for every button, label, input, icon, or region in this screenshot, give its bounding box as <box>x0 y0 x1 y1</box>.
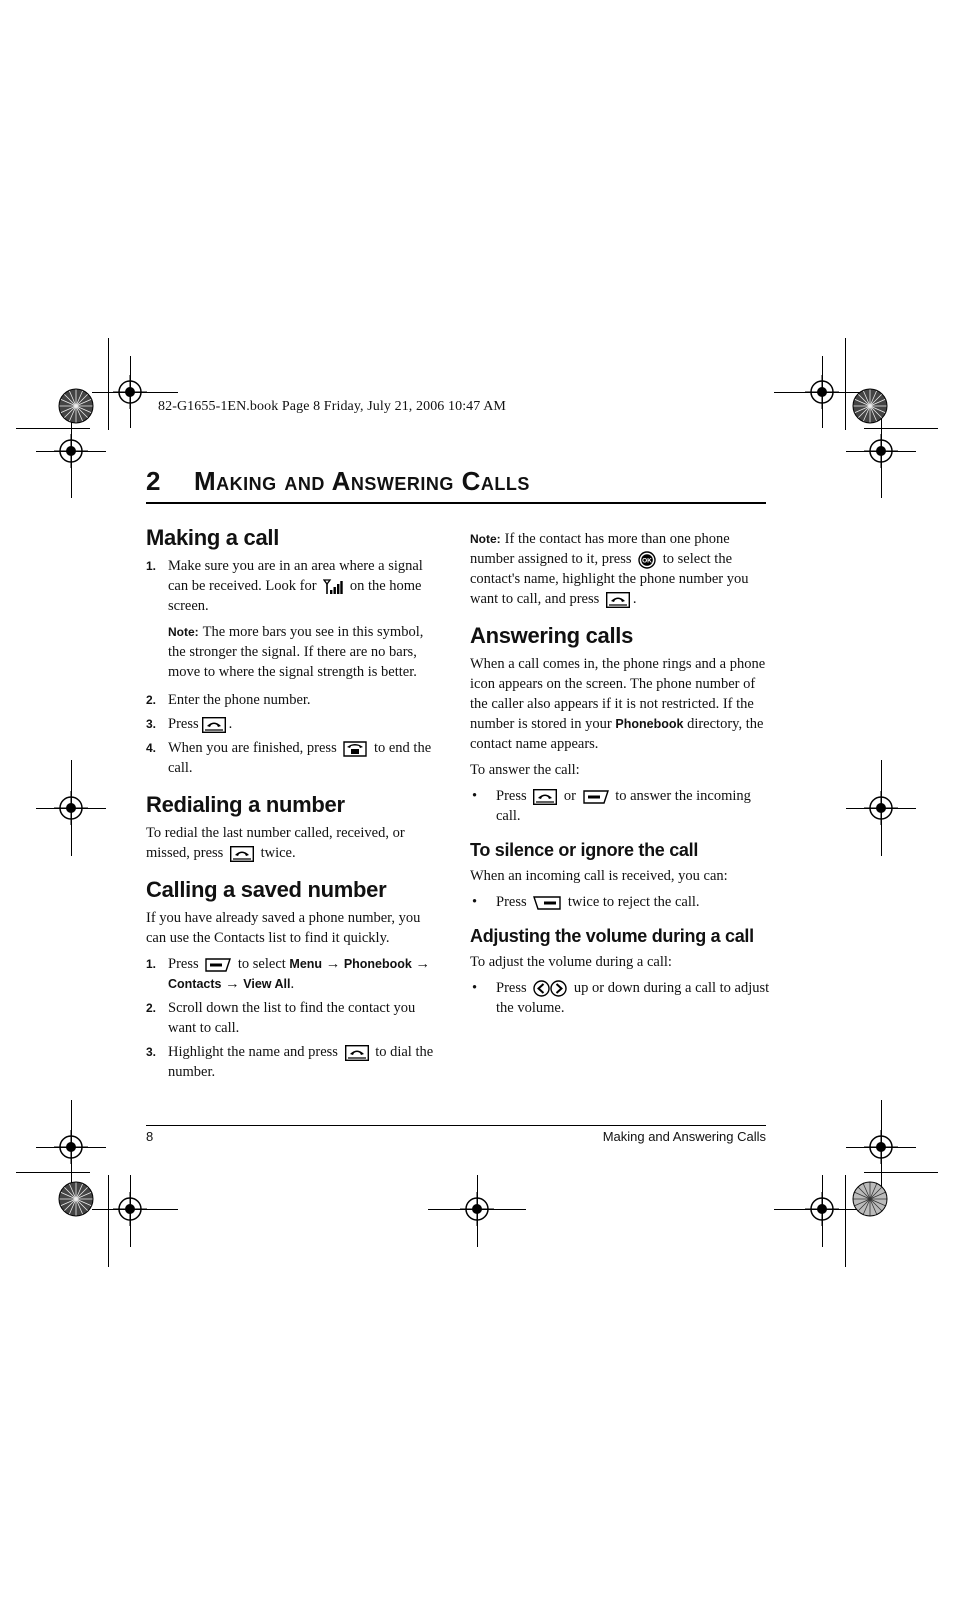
bullet-text: Press <box>496 980 527 996</box>
step-text: Press <box>168 716 199 732</box>
step-text-mid: to select <box>237 956 286 972</box>
color-rosette-icon <box>58 388 94 424</box>
section-heading-making-a-call: Making a call <box>146 525 280 550</box>
step-number: 2. <box>146 693 157 707</box>
step-number: 1. <box>146 559 157 573</box>
phonebook-label: Phonebook <box>615 717 684 731</box>
chapter-heading <box>146 466 766 497</box>
step-number: 4. <box>146 741 157 755</box>
making-step-1 <box>146 556 442 616</box>
registration-mark-icon <box>113 1192 147 1226</box>
talk-key-icon <box>345 1045 369 1061</box>
saved-step-2 <box>146 998 442 1038</box>
registration-mark-icon <box>460 1192 494 1226</box>
bullet-text: Press <box>496 788 527 804</box>
bullet-mark: • <box>472 980 478 996</box>
volume-intro: To adjust the volume during a call: <box>470 954 672 970</box>
file-header: 82-G1655-1EN.book Page 8 Friday, July 21, 2006 10:47 AM <box>158 399 506 414</box>
left-column <box>146 525 442 1086</box>
calling-saved-intro: If you have already saved a phone number, you can use the Contacts list to find it quickly. <box>146 910 421 946</box>
step-text: Highlight the name and press <box>168 1044 338 1060</box>
svg-text:OK: OK <box>642 556 652 564</box>
registration-mark-icon <box>54 434 88 468</box>
footer-rule <box>146 1125 766 1126</box>
period: . <box>290 976 295 992</box>
step-number: 3. <box>146 717 157 731</box>
registration-mark-icon <box>864 434 898 468</box>
talk-key-icon <box>230 846 254 862</box>
answering-paragraph <box>470 654 770 754</box>
note-signal <box>168 622 442 682</box>
step-text: Enter the phone number. <box>168 692 311 708</box>
making-step-4 <box>146 738 442 778</box>
redial-text: To redial the last number called, received, or missed, press <box>146 825 405 861</box>
ok-key-icon <box>638 551 656 569</box>
step-number: 2. <box>146 1001 157 1015</box>
volume-bullet <box>470 978 770 1018</box>
step-text-tail: to end the call. <box>168 740 432 776</box>
arrow: → <box>325 956 341 972</box>
registration-mark-icon <box>864 1130 898 1164</box>
end-key-icon <box>343 741 367 757</box>
chapter-title: Making and Answering Calls <box>194 466 530 496</box>
step-text: Press <box>168 956 199 972</box>
note-label: Note: <box>168 625 199 639</box>
arrow: → <box>225 976 240 992</box>
bullet-text: Press <box>496 894 527 910</box>
silence-bullet <box>470 892 770 912</box>
color-rosette-icon <box>852 388 888 424</box>
section-heading-calling-saved: Calling a saved number <box>146 877 387 902</box>
menu-path-view-all: View All <box>243 977 291 991</box>
menu-path-menu: Menu <box>289 957 323 971</box>
note-text: If the contact has more than one phone number assigned to it, press <box>470 531 730 567</box>
step-text-tail: on the home screen. <box>168 578 422 614</box>
left-softkey-icon <box>583 790 609 804</box>
color-rosette-icon <box>852 1181 888 1217</box>
answering-text-tail: directory, the contact name appears. <box>470 716 764 752</box>
note-text-tail: . <box>632 591 637 607</box>
step-text: When you are finished, press <box>168 740 337 756</box>
note-text: The more bars you see in this symbol, the stronger the signal. If there are no bars, move to where the signal strength is better. <box>168 624 424 680</box>
menu-path-contacts: Contacts <box>168 977 222 991</box>
right-column <box>470 525 770 1022</box>
chapter-rule <box>146 502 766 504</box>
signal-strength-icon <box>323 579 343 595</box>
section-heading-silence: To silence or ignore the call <box>470 840 699 860</box>
registration-mark-icon <box>54 1130 88 1164</box>
contact-note <box>470 529 770 609</box>
registration-mark-icon <box>805 1192 839 1226</box>
bullet-or: or <box>563 788 576 804</box>
note-text-mid: to select the contact's name, highlight the phone number you want to call, and press <box>470 551 749 607</box>
registration-mark-icon <box>864 791 898 825</box>
step-text-tail: . <box>228 716 233 732</box>
talk-key-icon <box>533 789 557 805</box>
section-heading-answering: Answering calls <box>470 623 634 648</box>
bullet-text-tail: twice to reject the call. <box>567 894 700 910</box>
talk-key-icon <box>606 592 630 608</box>
registration-mark-icon <box>54 791 88 825</box>
right-softkey-icon <box>533 896 561 910</box>
bullet-text-tail: to answer the incoming call. <box>496 788 751 824</box>
note-label: Note: <box>470 532 501 546</box>
menu-path-phonebook: Phonebook <box>343 957 412 971</box>
making-step-3 <box>146 714 442 734</box>
registration-mark-icon <box>805 375 839 409</box>
bullet-text-tail: up or down during a call to adjust the volume. <box>496 980 770 1016</box>
step-text-tail: to dial the number. <box>168 1044 434 1080</box>
talk-key-icon <box>202 717 226 733</box>
making-step-2 <box>146 690 442 710</box>
bullet-mark: • <box>472 788 478 804</box>
section-heading-volume: Adjusting the volume during a call <box>470 926 754 946</box>
registration-mark-icon <box>113 375 147 409</box>
step-text: Scroll down the list to find the contact you want to call. <box>168 1000 416 1036</box>
volume-keys-icon <box>533 980 567 997</box>
silence-intro: When an incoming call is received, you can: <box>470 868 728 884</box>
page-number: 8 <box>146 1129 154 1144</box>
footer-section-title: Making and Answering Calls <box>602 1129 766 1144</box>
left-softkey-icon <box>205 958 231 972</box>
saved-step-1 <box>146 954 442 994</box>
answering-text: When a call comes in, the phone rings and a phone icon appears on the screen. The phone number of the caller also appears if it is not restricted. If the number is stored in your <box>470 656 766 732</box>
step-text: Make sure you are in an area where a signal can be received. Look for <box>168 558 423 594</box>
step-number: 1. <box>146 957 157 971</box>
to-answer-label: To answer the call: <box>470 762 580 778</box>
arrow: → <box>415 956 430 972</box>
section-heading-redialing: Redialing a number <box>146 792 345 817</box>
bullet-mark: • <box>472 894 478 910</box>
chapter-number: 2 <box>146 466 161 496</box>
answer-bullet <box>470 786 770 826</box>
redial-text-tail: twice. <box>260 845 296 861</box>
redial-paragraph <box>146 823 442 863</box>
step-number: 3. <box>146 1045 157 1059</box>
color-rosette-icon <box>58 1181 94 1217</box>
saved-step-3 <box>146 1042 442 1082</box>
